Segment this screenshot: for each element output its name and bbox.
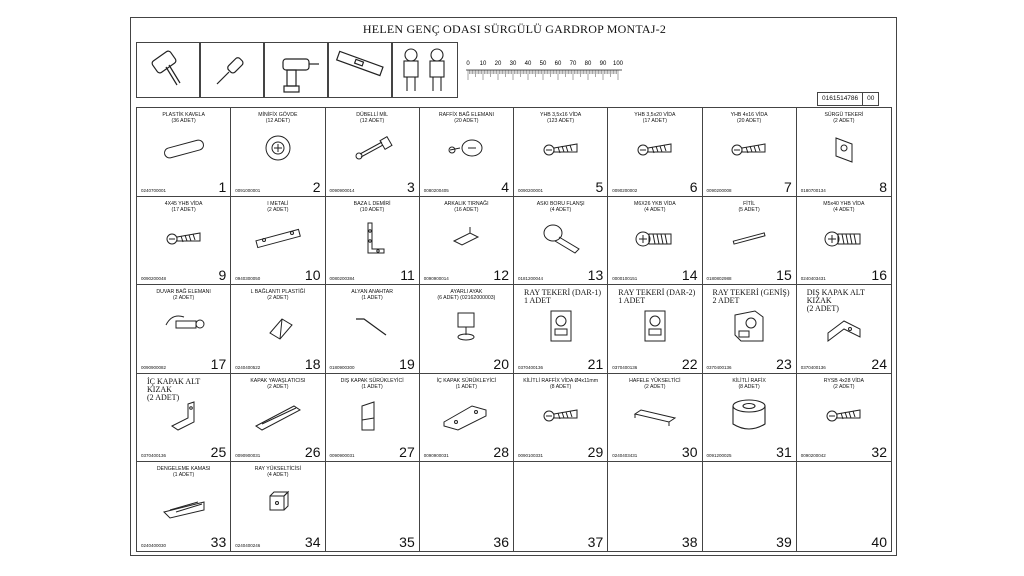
part-name: 4X45 YHB VİDA bbox=[164, 200, 203, 207]
part-number: 11 bbox=[400, 267, 415, 284]
outer-drag-icon bbox=[342, 396, 402, 432]
part-code: 0240403431 bbox=[800, 276, 826, 282]
part-number: 34 bbox=[304, 533, 321, 550]
part-cell bbox=[326, 374, 420, 463]
part-code: 0090200008 bbox=[706, 187, 732, 193]
ruler-label: 90 bbox=[599, 61, 607, 67]
part-cell bbox=[797, 462, 891, 551]
part-number: 14 bbox=[681, 267, 698, 284]
part-label bbox=[326, 201, 419, 213]
part-name: İÇ KAPAK ALT KIZAK bbox=[147, 376, 201, 394]
part-cell bbox=[420, 197, 514, 286]
part-code: 0090900031 bbox=[423, 453, 449, 459]
part-quantity: (4 ADET) bbox=[549, 206, 572, 213]
part-name: RAFFİX BAĞ ELEMANI bbox=[438, 112, 494, 118]
part-name: YHB 4x16 VİDA bbox=[730, 112, 768, 118]
part-quantity: (123 ADET) bbox=[547, 118, 575, 124]
part-label bbox=[797, 201, 891, 213]
part-cell bbox=[420, 285, 514, 374]
part-number: 28 bbox=[493, 444, 509, 461]
part-name: YHB 3,5x16 VİDA bbox=[540, 112, 582, 118]
part-quantity: (6 ADET) (02162000003) bbox=[437, 295, 496, 302]
part-cell bbox=[231, 374, 325, 463]
part-cell bbox=[608, 285, 702, 374]
part-name: AYARLI AYAK bbox=[450, 289, 483, 296]
part-number: 13 bbox=[587, 267, 604, 284]
part-number: 30 bbox=[681, 444, 698, 461]
part-label bbox=[420, 112, 513, 124]
part-number: 17 bbox=[210, 355, 227, 372]
adjustable-foot-icon bbox=[436, 307, 496, 343]
part-code: 0090900031 bbox=[235, 453, 261, 459]
part-quantity: (2 ADET) bbox=[644, 383, 666, 390]
part-name: SÜRGÜ TEKERİ bbox=[824, 112, 864, 118]
ruler-label: 40 bbox=[524, 61, 532, 67]
part-name: MİNİFİX GÖVDE bbox=[258, 112, 298, 118]
ruler-label: 50 bbox=[539, 61, 547, 67]
part-code: 0180802988 bbox=[706, 276, 732, 282]
part-number: 36 bbox=[493, 533, 509, 550]
part-cell bbox=[703, 374, 797, 463]
part-quantity: (2 ADET) bbox=[267, 383, 289, 390]
part-cell bbox=[514, 285, 608, 374]
minifix-cam-icon bbox=[248, 130, 308, 166]
part-code: 0000100151 bbox=[612, 276, 638, 282]
part-quantity: (4 ADET) bbox=[644, 206, 666, 213]
l-bracket-icon bbox=[342, 219, 402, 255]
part-quantity: 1 ADET bbox=[618, 296, 646, 306]
part-label bbox=[797, 378, 891, 390]
part-quantity: 1 ADET bbox=[524, 296, 551, 306]
part-cell bbox=[326, 462, 420, 551]
part-number: 32 bbox=[871, 444, 887, 461]
part-number: 20 bbox=[493, 355, 509, 372]
wall-anchor-icon bbox=[154, 307, 214, 343]
part-label bbox=[709, 289, 794, 305]
part-name: DÜBELLİ MİL bbox=[356, 112, 388, 118]
part-name: RAY TEKERİ (DAR-2) bbox=[618, 288, 696, 298]
screw-icon bbox=[814, 396, 874, 432]
roller-icon bbox=[531, 307, 591, 343]
part-number: 26 bbox=[304, 444, 321, 461]
part-name: PLASTİK KAVELA bbox=[162, 112, 205, 118]
part-cell bbox=[137, 285, 231, 374]
part-label bbox=[137, 112, 230, 124]
part-quantity: (8 ADET) bbox=[738, 383, 760, 390]
document-code-box bbox=[817, 92, 879, 106]
part-name: L BAĞLANTI PLASTİĞİ bbox=[250, 289, 306, 296]
part-quantity: (1 ADET) bbox=[361, 295, 383, 302]
part-number: 9 bbox=[218, 267, 227, 284]
part-code: 0180700134 bbox=[800, 187, 826, 193]
mallet-icon bbox=[136, 42, 200, 98]
part-name: DIŞ KAPAK SÜRÜKLEYİCİ bbox=[340, 377, 404, 384]
part-code: 0090900031 bbox=[329, 453, 355, 459]
part-quantity: (2 ADET) bbox=[267, 295, 289, 302]
part-quantity: 2 ADET bbox=[712, 296, 740, 306]
measuring-ruler bbox=[464, 46, 624, 86]
part-number: 12 bbox=[493, 267, 509, 284]
assembly-sheet bbox=[130, 17, 897, 556]
part-label bbox=[797, 112, 891, 124]
part-cell bbox=[326, 197, 420, 286]
part-cell bbox=[514, 108, 608, 197]
locking-cam-icon bbox=[719, 396, 779, 432]
part-code: 0370400136 bbox=[706, 364, 732, 370]
part-number: 10 bbox=[304, 267, 321, 284]
part-code: 0090200001 bbox=[518, 187, 544, 193]
part-cell bbox=[703, 197, 797, 286]
part-label bbox=[608, 201, 701, 213]
part-cell bbox=[797, 374, 891, 463]
screw-icon bbox=[531, 396, 591, 432]
part-number: 24 bbox=[871, 355, 887, 372]
part-cell bbox=[326, 108, 420, 197]
part-quantity: (10 ADET) bbox=[360, 206, 385, 213]
part-name: FİTİL bbox=[743, 200, 756, 207]
part-label bbox=[137, 201, 230, 213]
part-label bbox=[614, 289, 699, 305]
part-quantity: (16 ADET) bbox=[454, 206, 479, 213]
part-cell bbox=[514, 374, 608, 463]
part-name: M6X26 YKB VİDA bbox=[634, 200, 676, 207]
part-cell bbox=[420, 374, 514, 463]
part-cell bbox=[608, 108, 702, 197]
part-number: 18 bbox=[304, 355, 321, 372]
drill-icon bbox=[264, 42, 328, 98]
guide-bracket-icon bbox=[814, 307, 874, 343]
part-label bbox=[231, 289, 324, 301]
part-label bbox=[703, 378, 796, 390]
part-number: 8 bbox=[879, 178, 887, 195]
part-code: 0181200044 bbox=[518, 276, 544, 282]
part-label bbox=[420, 289, 513, 301]
part-number: 1 bbox=[218, 178, 227, 195]
part-number: 21 bbox=[587, 355, 604, 372]
minifix-bolt-icon bbox=[342, 130, 402, 166]
part-code: 0080200384 bbox=[329, 276, 355, 282]
part-name: ALYAN ANAHTAR bbox=[351, 289, 394, 296]
part-cell bbox=[326, 285, 420, 374]
part-cell bbox=[797, 285, 891, 374]
part-code: 0240400030 bbox=[141, 542, 167, 548]
part-label bbox=[420, 378, 513, 390]
roller-icon bbox=[625, 307, 685, 343]
part-number: 5 bbox=[595, 178, 604, 195]
part-number: 35 bbox=[399, 533, 415, 550]
part-quantity: (2 ADET) bbox=[172, 295, 195, 302]
part-label bbox=[520, 289, 605, 305]
part-quantity: (2 ADET) bbox=[267, 206, 289, 213]
part-number: 6 bbox=[689, 178, 698, 195]
part-name: DUVAR BAĞ ELEMANI bbox=[156, 289, 211, 296]
screwdriver-icon bbox=[200, 42, 264, 98]
inner-drag-icon bbox=[436, 396, 496, 432]
part-cell bbox=[703, 285, 797, 374]
riser-icon bbox=[625, 396, 685, 432]
part-number: 40 bbox=[871, 533, 887, 550]
part-name: RAY TEKERİ (DAR-1) bbox=[524, 288, 602, 298]
damper-icon bbox=[248, 396, 308, 432]
part-cell bbox=[231, 197, 325, 286]
part-code: 0090200048 bbox=[141, 276, 167, 282]
part-quantity: (4 ADET) bbox=[267, 472, 289, 479]
part-number: 23 bbox=[776, 355, 792, 372]
part-name: ASKI BORU FLANŞI bbox=[536, 200, 585, 207]
part-quantity: (8 ADET) bbox=[549, 383, 572, 390]
document-revision: 00 bbox=[862, 93, 878, 105]
part-quantity: (2 ADET) bbox=[147, 392, 180, 402]
ruler-label: 0 bbox=[466, 61, 470, 67]
part-label bbox=[514, 201, 607, 213]
part-number: 38 bbox=[681, 533, 698, 550]
part-code: 0180900300 bbox=[329, 364, 355, 370]
part-number: 7 bbox=[783, 178, 792, 195]
corner-block-icon bbox=[248, 307, 308, 343]
part-code: 0240400246 bbox=[235, 542, 261, 548]
part-code: 0090200002 bbox=[612, 187, 638, 193]
rail-flange-icon bbox=[531, 219, 591, 255]
part-number: 33 bbox=[210, 533, 227, 550]
part-name: M5x40 YHB VİDA bbox=[823, 200, 865, 207]
two-workers-icon bbox=[392, 42, 458, 98]
screw-icon bbox=[625, 130, 685, 166]
part-cell bbox=[514, 197, 608, 286]
part-quantity: (17 ADET) bbox=[171, 206, 196, 213]
part-label bbox=[608, 112, 701, 124]
part-name: KAPAK YAVAŞLATICISI bbox=[250, 377, 306, 384]
part-label bbox=[231, 466, 324, 478]
part-code: 0090900082 bbox=[141, 364, 167, 370]
part-code: 0080200405 bbox=[423, 187, 449, 193]
part-quantity: (2 ADET) bbox=[833, 118, 855, 124]
ruler-label: 100 bbox=[612, 61, 624, 67]
part-cell bbox=[703, 462, 797, 551]
part-name: KİLİTLİ RAFFİX VİDA Ø4x11mm bbox=[523, 377, 599, 384]
slide-wheel-icon bbox=[814, 130, 874, 166]
part-cell bbox=[137, 197, 231, 286]
part-name: RAY TEKERİ (GENİŞ) bbox=[712, 288, 790, 298]
part-quantity: (1 ADET) bbox=[361, 383, 383, 390]
part-name: RAY YÜKSELTİCİSİ bbox=[254, 466, 302, 473]
part-code: 0370400136 bbox=[800, 364, 826, 370]
raffix-connector-icon bbox=[436, 130, 496, 166]
part-name: RYSB 4x28 VİDA bbox=[823, 377, 865, 384]
part-number: 19 bbox=[399, 355, 415, 372]
part-label bbox=[231, 112, 324, 124]
part-name: BAZA L DEMİRİ bbox=[353, 200, 391, 207]
part-cell bbox=[514, 462, 608, 551]
spirit-level-icon bbox=[328, 42, 392, 98]
part-cell bbox=[137, 108, 231, 197]
part-quantity: (1 ADET) bbox=[172, 472, 195, 479]
part-label bbox=[326, 378, 419, 390]
dowel-icon bbox=[154, 130, 214, 166]
part-name: KİLİTLİ RAFİX bbox=[732, 377, 766, 384]
part-code: 0090900014 bbox=[423, 276, 449, 282]
part-label bbox=[420, 201, 513, 213]
part-number: 22 bbox=[681, 355, 698, 372]
part-cell bbox=[608, 374, 702, 463]
part-code: 0240700001 bbox=[141, 187, 167, 193]
part-label bbox=[231, 201, 324, 213]
part-name: I METALİ bbox=[267, 200, 289, 207]
part-cell bbox=[797, 197, 891, 286]
ruler-label: 30 bbox=[509, 61, 517, 67]
part-code: 0090100331 bbox=[518, 453, 544, 459]
part-number: 27 bbox=[399, 444, 415, 461]
part-number: 25 bbox=[210, 444, 227, 461]
part-quantity: (20 ADET) bbox=[737, 118, 762, 124]
part-label bbox=[703, 112, 796, 124]
page-title: HELEN GENÇ ODASI SÜRGÜLÜ GARDROP MONTAJ-2 bbox=[362, 22, 667, 36]
part-cell bbox=[231, 462, 325, 551]
ruler-label: 20 bbox=[494, 61, 502, 67]
part-cell bbox=[420, 108, 514, 197]
part-cell bbox=[608, 197, 702, 286]
screw-icon bbox=[154, 219, 214, 255]
part-cell bbox=[231, 108, 325, 197]
part-quantity: (5 ADET) bbox=[738, 206, 760, 213]
part-number: 2 bbox=[312, 178, 321, 195]
part-quantity: (2 ADET) bbox=[833, 383, 855, 390]
strip-icon bbox=[719, 219, 779, 255]
part-cell bbox=[797, 108, 891, 197]
part-number: 31 bbox=[776, 444, 792, 461]
screw-icon bbox=[531, 130, 591, 166]
flat-plate-icon bbox=[248, 219, 308, 255]
part-number: 4 bbox=[501, 178, 509, 195]
ruler-label: 70 bbox=[569, 61, 577, 67]
part-cell bbox=[137, 462, 231, 551]
part-name: YHB 3,5x20 VİDA bbox=[634, 112, 676, 118]
parts-grid bbox=[136, 107, 892, 552]
part-code: 0370400136 bbox=[612, 364, 638, 370]
tool-strip bbox=[136, 42, 892, 98]
part-name: İÇ KAPAK SÜRÜKLEYİCİ bbox=[436, 377, 497, 384]
part-label bbox=[137, 289, 230, 301]
part-code: 0240403431 bbox=[612, 453, 638, 459]
part-code: 0091000001 bbox=[235, 187, 261, 193]
part-code: 0091200025 bbox=[706, 453, 732, 459]
part-cell bbox=[608, 462, 702, 551]
part-quantity: (20 ADET) bbox=[454, 118, 479, 124]
part-name: DENGELEME KAMASI bbox=[156, 466, 211, 473]
part-number: 16 bbox=[871, 267, 887, 284]
part-quantity: (4 ADET) bbox=[833, 206, 855, 213]
part-number: 15 bbox=[776, 267, 792, 284]
part-cell bbox=[420, 462, 514, 551]
part-cell bbox=[703, 108, 797, 197]
part-code: 0090200042 bbox=[800, 453, 826, 459]
part-name: ARKALIK TIRNAĞI bbox=[444, 200, 489, 207]
back-clip-icon bbox=[436, 219, 496, 255]
document-code: 0161514786 bbox=[822, 95, 859, 102]
part-number: 3 bbox=[406, 178, 415, 195]
part-quantity: (2 ADET) bbox=[806, 304, 839, 314]
inner-guide-icon bbox=[154, 396, 214, 432]
part-label bbox=[514, 112, 607, 124]
part-code: 0090900014 bbox=[329, 187, 355, 193]
part-number: 39 bbox=[776, 533, 792, 550]
part-cell bbox=[137, 374, 231, 463]
part-label bbox=[137, 466, 230, 478]
part-code: 0240400522 bbox=[235, 364, 261, 370]
part-number: 37 bbox=[587, 533, 604, 550]
part-quantity: (36 ADET) bbox=[171, 118, 196, 124]
part-code: 0370400136 bbox=[518, 364, 544, 370]
part-code: 0940300050 bbox=[235, 276, 261, 282]
machine-screw-icon bbox=[625, 219, 685, 255]
part-label bbox=[326, 289, 419, 301]
roller-wide-icon bbox=[719, 307, 779, 343]
ruler-label: 60 bbox=[554, 61, 562, 67]
part-name: HAFELE YÜKSELTİCİ bbox=[629, 377, 681, 384]
part-name: DIŞ KAPAK ALT KIZAK bbox=[806, 288, 865, 306]
part-code: 0370400136 bbox=[141, 453, 167, 459]
part-label bbox=[608, 378, 701, 390]
allen-key-icon bbox=[342, 307, 402, 343]
part-cell bbox=[231, 285, 325, 374]
rail-riser-icon bbox=[248, 484, 308, 520]
part-number: 29 bbox=[587, 444, 604, 461]
part-label bbox=[326, 112, 419, 124]
screw-icon bbox=[719, 130, 779, 166]
machine-screw-icon bbox=[814, 219, 874, 255]
ruler-label: 10 bbox=[479, 61, 487, 67]
ruler-label: 80 bbox=[584, 61, 592, 67]
part-quantity: (12 ADET) bbox=[360, 118, 385, 124]
part-label bbox=[231, 378, 324, 390]
part-quantity: (1 ADET) bbox=[455, 383, 478, 390]
part-quantity: (12 ADET) bbox=[265, 118, 290, 124]
part-quantity: (17 ADET) bbox=[642, 118, 667, 124]
wedge-icon bbox=[154, 484, 214, 520]
part-label bbox=[514, 378, 607, 390]
part-label bbox=[703, 201, 796, 213]
